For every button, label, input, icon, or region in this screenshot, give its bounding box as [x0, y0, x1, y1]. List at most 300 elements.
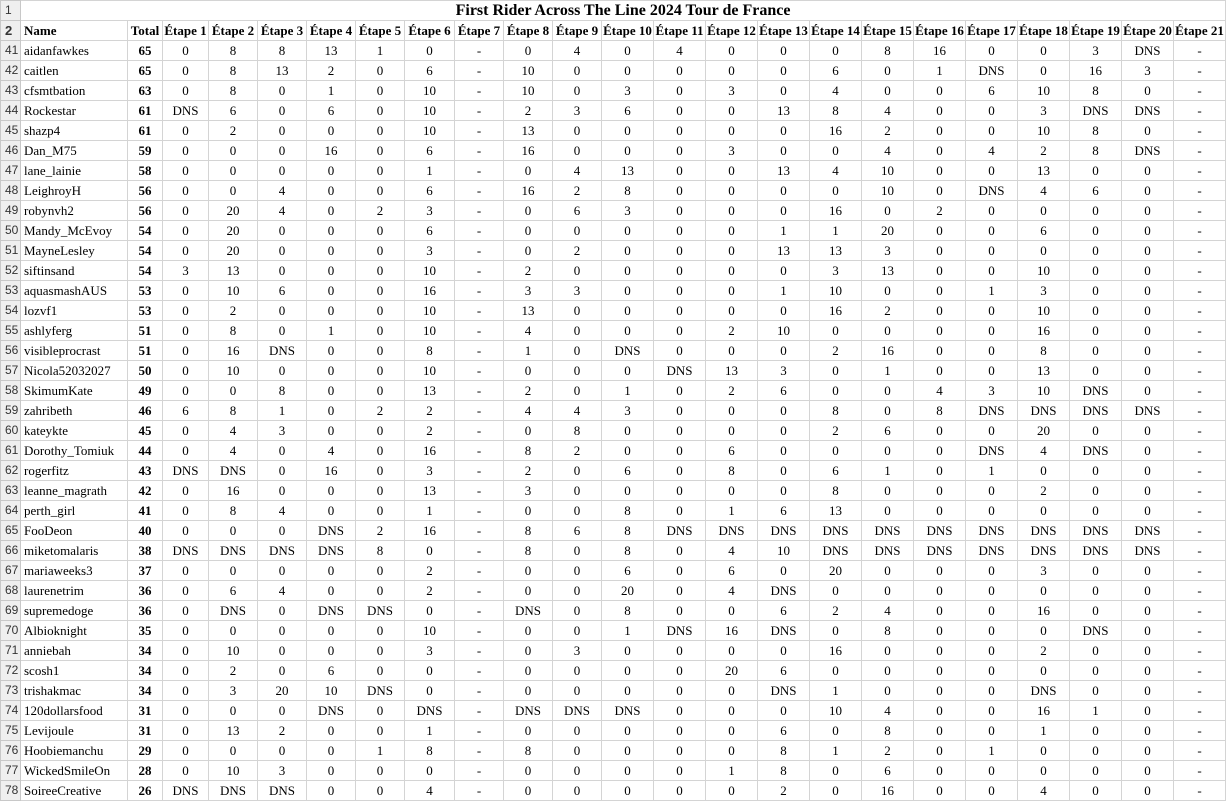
stage-cell[interactable]: 0: [553, 561, 602, 581]
stage-cell[interactable]: 10: [504, 61, 553, 81]
stage-cell[interactable]: 0: [553, 341, 602, 361]
rider-name-cell[interactable]: aidanfawkes: [21, 41, 128, 61]
stage-cell[interactable]: 6: [602, 461, 654, 481]
stage-cell[interactable]: 4: [258, 201, 307, 221]
stage-cell[interactable]: 6: [405, 181, 455, 201]
stage-cell[interactable]: 0: [654, 461, 706, 481]
stage-cell[interactable]: 4: [862, 101, 914, 121]
stage-cell[interactable]: 0: [914, 141, 966, 161]
stage-cell[interactable]: 3: [405, 241, 455, 261]
stage-cell[interactable]: 0: [258, 561, 307, 581]
stage-cell[interactable]: 8: [356, 541, 405, 561]
stage-cell[interactable]: 16: [810, 201, 862, 221]
stage-cell[interactable]: DNS: [914, 541, 966, 561]
stage-cell[interactable]: 3: [706, 81, 758, 101]
stage-cell[interactable]: 3: [810, 261, 862, 281]
stage-cell[interactable]: 0: [1122, 501, 1174, 521]
stage-cell[interactable]: 3: [1018, 561, 1070, 581]
stage-cell[interactable]: DNS: [1122, 401, 1174, 421]
rider-name-cell[interactable]: shazp4: [21, 121, 128, 141]
stage-cell[interactable]: 0: [1122, 221, 1174, 241]
stage-cell[interactable]: 1: [1070, 701, 1122, 721]
stage-cell[interactable]: DNS: [654, 361, 706, 381]
stage-cell[interactable]: 6: [810, 461, 862, 481]
stage-cell[interactable]: -: [455, 701, 504, 721]
row-number[interactable]: 49: [1, 201, 21, 221]
stage-cell[interactable]: -: [1174, 441, 1226, 461]
stage-cell[interactable]: 2: [862, 121, 914, 141]
row-number[interactable]: 73: [1, 681, 21, 701]
rider-name-cell[interactable]: scosh1: [21, 661, 128, 681]
stage-cell[interactable]: 6: [405, 141, 455, 161]
total-cell[interactable]: 26: [128, 781, 163, 801]
stage-cell[interactable]: 8: [1070, 81, 1122, 101]
stage-cell[interactable]: 0: [966, 581, 1018, 601]
total-cell[interactable]: 53: [128, 301, 163, 321]
stage-cell[interactable]: 0: [356, 621, 405, 641]
stage-cell[interactable]: 4: [810, 161, 862, 181]
stage-cell[interactable]: DNS: [862, 521, 914, 541]
stage-cell[interactable]: 0: [706, 41, 758, 61]
stage-cell[interactable]: 0: [1122, 161, 1174, 181]
stage-cell[interactable]: 0: [356, 161, 405, 181]
stage-cell[interactable]: 0: [966, 501, 1018, 521]
stage-cell[interactable]: 0: [914, 321, 966, 341]
stage-cell[interactable]: 0: [862, 641, 914, 661]
stage-cell[interactable]: 16: [810, 121, 862, 141]
stage-cell[interactable]: 4: [504, 401, 553, 421]
stage-cell[interactable]: 0: [1122, 381, 1174, 401]
rider-name-cell[interactable]: Mandy_McEvoy: [21, 221, 128, 241]
stage-cell[interactable]: 0: [654, 581, 706, 601]
stage-cell[interactable]: 4: [1018, 181, 1070, 201]
stage-cell[interactable]: 0: [1070, 721, 1122, 741]
total-cell[interactable]: 31: [128, 721, 163, 741]
stage-cell[interactable]: 0: [258, 101, 307, 121]
stage-cell[interactable]: 0: [307, 161, 356, 181]
stage-cell[interactable]: 0: [914, 181, 966, 201]
stage-cell[interactable]: 0: [553, 481, 602, 501]
stage-cell[interactable]: 0: [307, 201, 356, 221]
rider-name-cell[interactable]: SkimumKate: [21, 381, 128, 401]
stage-cell[interactable]: DNS: [258, 781, 307, 801]
row-number[interactable]: 44: [1, 101, 21, 121]
stage-cell[interactable]: 6: [758, 501, 810, 521]
header-etape-5[interactable]: Étape 5: [356, 21, 405, 41]
stage-cell[interactable]: 0: [1018, 501, 1070, 521]
stage-cell[interactable]: 13: [602, 161, 654, 181]
stage-cell[interactable]: 16: [209, 481, 258, 501]
stage-cell[interactable]: -: [455, 461, 504, 481]
stage-cell[interactable]: 0: [966, 481, 1018, 501]
stage-cell[interactable]: 16: [1018, 601, 1070, 621]
stage-cell[interactable]: 0: [163, 701, 209, 721]
stage-cell[interactable]: 0: [553, 121, 602, 141]
stage-cell[interactable]: 0: [163, 41, 209, 61]
stage-cell[interactable]: 0: [356, 141, 405, 161]
stage-cell[interactable]: 0: [163, 661, 209, 681]
stage-cell[interactable]: 0: [966, 301, 1018, 321]
stage-cell[interactable]: 20: [209, 241, 258, 261]
stage-cell[interactable]: DNS: [758, 521, 810, 541]
stage-cell[interactable]: 10: [209, 281, 258, 301]
stage-cell[interactable]: 8: [209, 321, 258, 341]
stage-cell[interactable]: -: [1174, 301, 1226, 321]
stage-cell[interactable]: -: [455, 421, 504, 441]
row-number[interactable]: 48: [1, 181, 21, 201]
stage-cell[interactable]: 10: [209, 361, 258, 381]
stage-cell[interactable]: 0: [654, 61, 706, 81]
stage-cell[interactable]: 0: [758, 61, 810, 81]
stage-cell[interactable]: DNS: [307, 521, 356, 541]
row-number[interactable]: 52: [1, 261, 21, 281]
stage-cell[interactable]: 0: [405, 41, 455, 61]
stage-cell[interactable]: 0: [307, 761, 356, 781]
stage-cell[interactable]: 2: [209, 301, 258, 321]
stage-cell[interactable]: 0: [1018, 41, 1070, 61]
stage-cell[interactable]: 3: [504, 281, 553, 301]
stage-cell[interactable]: 8: [602, 601, 654, 621]
stage-cell[interactable]: 0: [966, 561, 1018, 581]
stage-cell[interactable]: 0: [654, 341, 706, 361]
stage-cell[interactable]: 6: [862, 761, 914, 781]
stage-cell[interactable]: 2: [504, 461, 553, 481]
total-cell[interactable]: 54: [128, 221, 163, 241]
stage-cell[interactable]: 10: [810, 701, 862, 721]
stage-cell[interactable]: 6: [405, 221, 455, 241]
stage-cell[interactable]: 0: [966, 221, 1018, 241]
stage-cell[interactable]: DNS: [966, 61, 1018, 81]
stage-cell[interactable]: 2: [914, 201, 966, 221]
stage-cell[interactable]: 2: [405, 421, 455, 441]
stage-cell[interactable]: 13: [307, 41, 356, 61]
stage-cell[interactable]: 0: [758, 201, 810, 221]
stage-cell[interactable]: -: [455, 141, 504, 161]
stage-cell[interactable]: DNS: [1070, 381, 1122, 401]
stage-cell[interactable]: 0: [1122, 561, 1174, 581]
stage-cell[interactable]: 10: [405, 301, 455, 321]
stage-cell[interactable]: 0: [706, 641, 758, 661]
stage-cell[interactable]: 0: [504, 201, 553, 221]
stage-cell[interactable]: 0: [654, 421, 706, 441]
stage-cell[interactable]: 13: [405, 381, 455, 401]
stage-cell[interactable]: 0: [405, 661, 455, 681]
stage-cell[interactable]: 6: [706, 561, 758, 581]
stage-cell[interactable]: 0: [862, 441, 914, 461]
stage-cell[interactable]: 0: [654, 501, 706, 521]
stage-cell[interactable]: 0: [504, 661, 553, 681]
stage-cell[interactable]: -: [455, 341, 504, 361]
stage-cell[interactable]: 0: [706, 301, 758, 321]
header-etape-2[interactable]: Étape 2: [209, 21, 258, 41]
stage-cell[interactable]: 0: [504, 761, 553, 781]
stage-cell[interactable]: 0: [706, 401, 758, 421]
stage-cell[interactable]: 0: [163, 241, 209, 261]
stage-cell[interactable]: 0: [209, 701, 258, 721]
stage-cell[interactable]: 0: [504, 41, 553, 61]
total-cell[interactable]: 43: [128, 461, 163, 481]
stage-cell[interactable]: 0: [258, 161, 307, 181]
stage-cell[interactable]: 8: [504, 441, 553, 461]
stage-cell[interactable]: DNS: [966, 541, 1018, 561]
stage-cell[interactable]: 2: [810, 341, 862, 361]
stage-cell[interactable]: 0: [1122, 641, 1174, 661]
stage-cell[interactable]: 2: [356, 401, 405, 421]
row-number[interactable]: 2: [1, 21, 21, 41]
stage-cell[interactable]: 8: [209, 81, 258, 101]
stage-cell[interactable]: 13: [209, 721, 258, 741]
stage-cell[interactable]: 8: [405, 341, 455, 361]
stage-cell[interactable]: 4: [504, 321, 553, 341]
stage-cell[interactable]: 0: [553, 321, 602, 341]
stage-cell[interactable]: 0: [553, 761, 602, 781]
stage-cell[interactable]: 0: [914, 281, 966, 301]
stage-cell[interactable]: 0: [758, 301, 810, 321]
stage-cell[interactable]: 0: [758, 561, 810, 581]
stage-cell[interactable]: 0: [356, 721, 405, 741]
stage-cell[interactable]: 0: [356, 221, 405, 241]
stage-cell[interactable]: DNS: [1070, 401, 1122, 421]
stage-cell[interactable]: -: [1174, 501, 1226, 521]
stage-cell[interactable]: 0: [504, 621, 553, 641]
stage-cell[interactable]: 3: [862, 241, 914, 261]
stage-cell[interactable]: 0: [862, 681, 914, 701]
stage-cell[interactable]: -: [1174, 41, 1226, 61]
stage-cell[interactable]: 0: [758, 261, 810, 281]
stage-cell[interactable]: 0: [163, 601, 209, 621]
header-etape-6[interactable]: Étape 6: [405, 21, 455, 41]
stage-cell[interactable]: 10: [405, 261, 455, 281]
stage-cell[interactable]: 8: [209, 61, 258, 81]
stage-cell[interactable]: 3: [966, 381, 1018, 401]
stage-cell[interactable]: 0: [1018, 581, 1070, 601]
stage-cell[interactable]: 0: [163, 481, 209, 501]
stage-cell[interactable]: 0: [356, 261, 405, 281]
total-cell[interactable]: 42: [128, 481, 163, 501]
stage-cell[interactable]: 0: [307, 221, 356, 241]
stage-cell[interactable]: -: [1174, 421, 1226, 441]
stage-cell[interactable]: 0: [1122, 241, 1174, 261]
stage-cell[interactable]: 0: [1122, 781, 1174, 801]
total-cell[interactable]: 37: [128, 561, 163, 581]
stage-cell[interactable]: 4: [914, 381, 966, 401]
stage-cell[interactable]: -: [1174, 361, 1226, 381]
stage-cell[interactable]: 0: [1122, 581, 1174, 601]
stage-cell[interactable]: 0: [1122, 81, 1174, 101]
stage-cell[interactable]: 0: [914, 641, 966, 661]
stage-cell[interactable]: 0: [307, 501, 356, 521]
stage-cell[interactable]: 0: [706, 161, 758, 181]
stage-cell[interactable]: 6: [758, 381, 810, 401]
stage-cell[interactable]: 0: [163, 621, 209, 641]
stage-cell[interactable]: DNS: [1122, 521, 1174, 541]
stage-cell[interactable]: 0: [758, 461, 810, 481]
stage-cell[interactable]: DNS: [1122, 101, 1174, 121]
stage-cell[interactable]: 6: [163, 401, 209, 421]
stage-cell[interactable]: 13: [405, 481, 455, 501]
stage-cell[interactable]: 0: [914, 561, 966, 581]
stage-cell[interactable]: 0: [966, 261, 1018, 281]
stage-cell[interactable]: -: [1174, 581, 1226, 601]
row-number[interactable]: 64: [1, 501, 21, 521]
stage-cell[interactable]: 4: [810, 81, 862, 101]
stage-cell[interactable]: DNS: [758, 581, 810, 601]
stage-cell[interactable]: 0: [758, 341, 810, 361]
stage-cell[interactable]: 0: [553, 301, 602, 321]
stage-cell[interactable]: -: [455, 261, 504, 281]
stage-cell[interactable]: 0: [1070, 681, 1122, 701]
stage-cell[interactable]: 0: [862, 561, 914, 581]
stage-cell[interactable]: 8: [810, 101, 862, 121]
stage-cell[interactable]: 0: [654, 541, 706, 561]
stage-cell[interactable]: 0: [356, 241, 405, 261]
stage-cell[interactable]: 0: [706, 221, 758, 241]
stage-cell[interactable]: -: [1174, 621, 1226, 641]
stage-cell[interactable]: -: [1174, 721, 1226, 741]
sheet-title[interactable]: First Rider Across The Line 2024 Tour de France: [21, 1, 1226, 21]
stage-cell[interactable]: 0: [307, 621, 356, 641]
stage-cell[interactable]: 0: [405, 761, 455, 781]
stage-cell[interactable]: 0: [654, 221, 706, 241]
stage-cell[interactable]: 8: [862, 621, 914, 641]
stage-cell[interactable]: 1: [862, 361, 914, 381]
stage-cell[interactable]: 0: [553, 261, 602, 281]
stage-cell[interactable]: 0: [966, 661, 1018, 681]
stage-cell[interactable]: 0: [1122, 341, 1174, 361]
total-cell[interactable]: 59: [128, 141, 163, 161]
total-cell[interactable]: 46: [128, 401, 163, 421]
stage-cell[interactable]: 4: [209, 441, 258, 461]
stage-cell[interactable]: 0: [307, 361, 356, 381]
stage-cell[interactable]: 3: [706, 141, 758, 161]
stage-cell[interactable]: 6: [258, 281, 307, 301]
stage-cell[interactable]: 10: [1018, 381, 1070, 401]
stage-cell[interactable]: 1: [758, 281, 810, 301]
rider-name-cell[interactable]: kateykte: [21, 421, 128, 441]
row-number[interactable]: 66: [1, 541, 21, 561]
stage-cell[interactable]: 0: [602, 741, 654, 761]
stage-cell[interactable]: 3: [1018, 101, 1070, 121]
row-number[interactable]: 76: [1, 741, 21, 761]
stage-cell[interactable]: 8: [602, 521, 654, 541]
stage-cell[interactable]: 0: [163, 761, 209, 781]
stage-cell[interactable]: 3: [602, 81, 654, 101]
stage-cell[interactable]: 0: [163, 281, 209, 301]
stage-cell[interactable]: 1: [405, 161, 455, 181]
stage-cell[interactable]: 0: [810, 621, 862, 641]
total-cell[interactable]: 54: [128, 241, 163, 261]
stage-cell[interactable]: 10: [504, 81, 553, 101]
row-number[interactable]: 55: [1, 321, 21, 341]
stage-cell[interactable]: -: [455, 481, 504, 501]
stage-cell[interactable]: 0: [654, 181, 706, 201]
row-number[interactable]: 69: [1, 601, 21, 621]
stage-cell[interactable]: 13: [504, 301, 553, 321]
stage-cell[interactable]: 1: [966, 461, 1018, 481]
stage-cell[interactable]: 4: [862, 601, 914, 621]
header-etape-14[interactable]: Étape 14: [810, 21, 862, 41]
stage-cell[interactable]: 10: [1018, 301, 1070, 321]
stage-cell[interactable]: -: [1174, 321, 1226, 341]
stage-cell[interactable]: 10: [1018, 121, 1070, 141]
stage-cell[interactable]: 3: [504, 481, 553, 501]
rider-name-cell[interactable]: lane_lainie: [21, 161, 128, 181]
stage-cell[interactable]: -: [455, 321, 504, 341]
stage-cell[interactable]: 0: [966, 681, 1018, 701]
stage-cell[interactable]: DNS: [258, 541, 307, 561]
total-cell[interactable]: 65: [128, 61, 163, 81]
stage-cell[interactable]: 0: [654, 201, 706, 221]
stage-cell[interactable]: DNS: [1070, 441, 1122, 461]
stage-cell[interactable]: 0: [553, 721, 602, 741]
stage-cell[interactable]: 0: [914, 601, 966, 621]
stage-cell[interactable]: 0: [706, 681, 758, 701]
stage-cell[interactable]: 20: [862, 221, 914, 241]
stage-cell[interactable]: 0: [1122, 281, 1174, 301]
rider-name-cell[interactable]: miketomalaris: [21, 541, 128, 561]
stage-cell[interactable]: 0: [163, 201, 209, 221]
stage-cell[interactable]: 1: [307, 81, 356, 101]
stage-cell[interactable]: 0: [966, 601, 1018, 621]
stage-cell[interactable]: 16: [405, 441, 455, 461]
stage-cell[interactable]: 0: [966, 701, 1018, 721]
stage-cell[interactable]: -: [1174, 221, 1226, 241]
stage-cell[interactable]: 0: [1018, 741, 1070, 761]
stage-cell[interactable]: 0: [1070, 221, 1122, 241]
row-number[interactable]: 78: [1, 781, 21, 801]
stage-cell[interactable]: 0: [706, 601, 758, 621]
stage-cell[interactable]: 0: [1122, 361, 1174, 381]
stage-cell[interactable]: 0: [758, 641, 810, 661]
stage-cell[interactable]: 0: [163, 361, 209, 381]
stage-cell[interactable]: 0: [654, 381, 706, 401]
stage-cell[interactable]: 8: [862, 721, 914, 741]
header-etape-4[interactable]: Étape 4: [307, 21, 356, 41]
stage-cell[interactable]: 0: [163, 721, 209, 741]
header-name[interactable]: Name: [21, 21, 128, 41]
stage-cell[interactable]: 0: [914, 341, 966, 361]
stage-cell[interactable]: DNS: [1070, 621, 1122, 641]
stage-cell[interactable]: 0: [758, 421, 810, 441]
stage-cell[interactable]: DNS: [209, 541, 258, 561]
stage-cell[interactable]: 0: [356, 121, 405, 141]
stage-cell[interactable]: 0: [307, 381, 356, 401]
stage-cell[interactable]: 0: [356, 561, 405, 581]
row-number[interactable]: 68: [1, 581, 21, 601]
stage-cell[interactable]: 2: [862, 301, 914, 321]
stage-cell[interactable]: -: [455, 221, 504, 241]
stage-cell[interactable]: 16: [862, 341, 914, 361]
stage-cell[interactable]: 1: [966, 281, 1018, 301]
stage-cell[interactable]: 0: [862, 81, 914, 101]
stage-cell[interactable]: 0: [1070, 421, 1122, 441]
stage-cell[interactable]: 13: [758, 241, 810, 261]
stage-cell[interactable]: 0: [209, 621, 258, 641]
stage-cell[interactable]: 16: [1070, 61, 1122, 81]
stage-cell[interactable]: 0: [914, 781, 966, 801]
header-etape-18[interactable]: Étape 18: [1018, 21, 1070, 41]
stage-cell[interactable]: DNS: [1070, 521, 1122, 541]
stage-cell[interactable]: 0: [914, 581, 966, 601]
stage-cell[interactable]: 0: [1122, 761, 1174, 781]
stage-cell[interactable]: 0: [654, 661, 706, 681]
rider-name-cell[interactable]: anniebah: [21, 641, 128, 661]
stage-cell[interactable]: 0: [209, 741, 258, 761]
stage-cell[interactable]: DNS: [1122, 41, 1174, 61]
stage-cell[interactable]: 10: [405, 361, 455, 381]
stage-cell[interactable]: -: [455, 401, 504, 421]
stage-cell[interactable]: DNS: [553, 701, 602, 721]
